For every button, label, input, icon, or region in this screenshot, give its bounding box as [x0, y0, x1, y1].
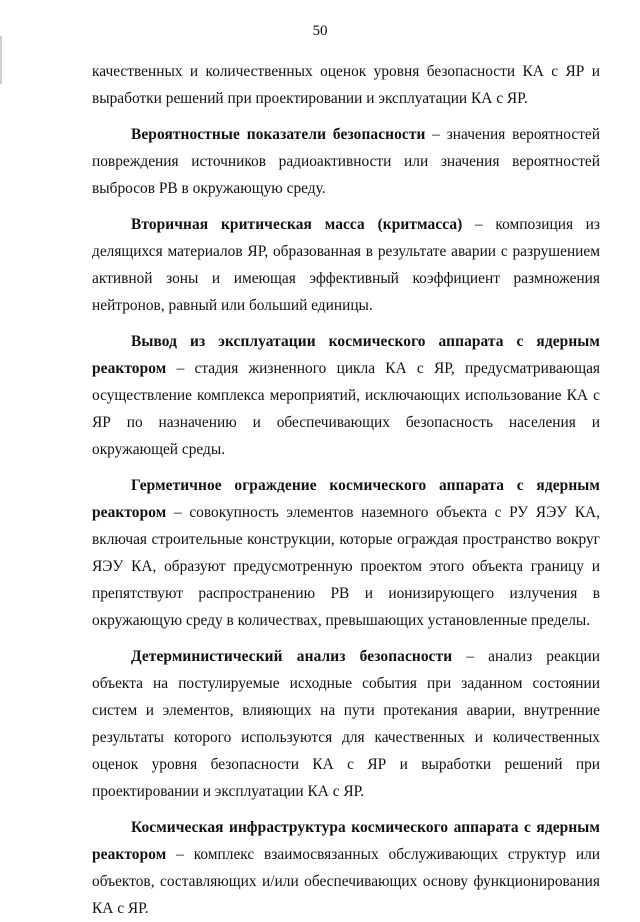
definition-text: – совокупность элементов наземного объекта с РУ ЯЭУ КА, включая строительные конструкции, которые ограждая пространство вокруг ЯЭУ КА, образуют предусмотренную проектом этого объекта границу и препятствуют распространению РВ и ионизирующего излучения в окружающую среду в количествах, превышающих установленные пределы.: [92, 504, 600, 629]
paragraph-text: качественных и количественных оценок уровня безопасности КА с ЯР и выработки решений при проектировании и эксплуатации КА с ЯР.: [92, 63, 600, 107]
definition-term: Вероятностные показатели безопасности: [131, 126, 426, 143]
definition-text: – значения вероятностей повреждения источников радиоактивности или значения вероятностей выбросов РВ в окружающую среду.: [92, 126, 600, 197]
definition-decommissioning: [92, 328, 600, 463]
definition-hermetic-enclosure: [92, 472, 600, 634]
definition-space-infrastructure: [92, 814, 600, 922]
definition-deterministic-analysis: [92, 643, 600, 805]
definition-term: Вывод из эксплуатации космического аппарата с ядерным реактором: [92, 333, 600, 377]
document-body: [92, 58, 600, 922]
definition-term: Детерминистический анализ безопасности: [131, 648, 453, 665]
page-number: 50: [312, 23, 328, 39]
definition-term: Космическая инфраструктура космического аппарата с ядерным реактором: [92, 819, 600, 863]
definition-text: – анализ реакции объекта на постулируемые исходные события при заданном состоянии систем и элементов, влияющих на пути протекания аварии, внутренние результаты которого используются для качественных и количественных оценок уровня безопасности КА с ЯР и выработки решений при проектировании и эксплуатации КА с ЯР.: [92, 648, 600, 800]
definition-secondary-critical-mass: [92, 211, 600, 319]
definition-term: Герметичное ограждение космического аппарата с ядерным реактором: [92, 477, 600, 521]
definition-term: Вторичная критическая масса (критмасса): [131, 216, 463, 233]
definition-text: – стадия жизненного цикла КА с ЯР, предусматривающая осуществление комплекса мероприятий, исключающих использование КА с ЯР по назначению и обеспечивающих безопасность населения и окружающей среды.: [92, 360, 600, 458]
scan-edge-mark: [0, 36, 2, 84]
paragraph-continuation: [92, 58, 600, 112]
definition-text: – комплекс взаимосвязанных обслуживающих структур или объектов, составляющих и/или обеспечивающих основу функционирования КА с ЯР.: [92, 846, 600, 917]
definition-probabilistic-indicators: [92, 121, 600, 202]
definition-text: – композиция из делящихся материалов ЯР, образованная в результате аварии с разрушением активной зоны и имеющая эффективный коэффициент размножения нейтронов, равный или больший единицы.: [92, 216, 600, 314]
